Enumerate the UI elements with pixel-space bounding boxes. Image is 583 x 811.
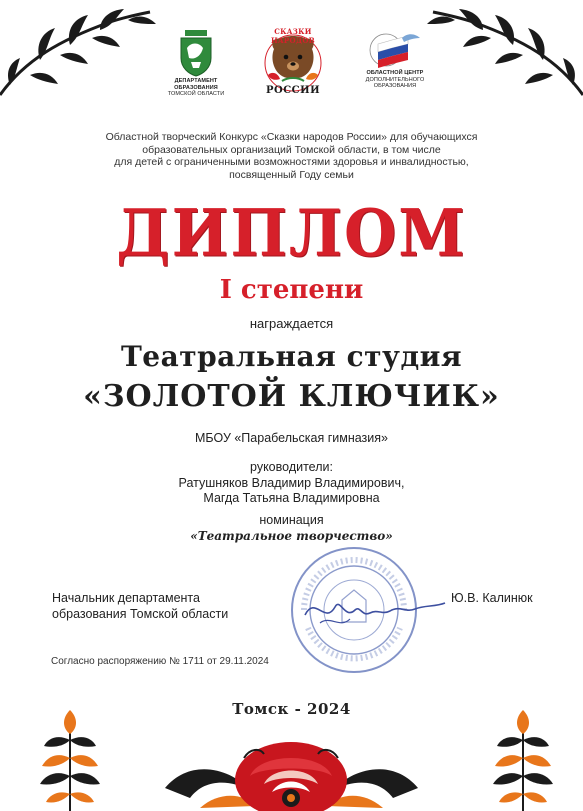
intro-line-4: посвященный Году семьи — [229, 168, 354, 181]
diploma-degree: I степени — [219, 275, 364, 305]
bottom-right-ornament — [483, 700, 563, 811]
department-caption-3: ТОМСКОЙ ОБЛАСТИ — [167, 91, 225, 97]
leaders-label: руководители: — [250, 460, 333, 474]
coat-of-arms-icon — [177, 28, 215, 78]
flag-center-icon — [368, 30, 422, 70]
signatory-position — [52, 591, 228, 622]
contest-logo — [252, 25, 334, 101]
contest-description — [0, 131, 583, 181]
signature-scribble — [300, 585, 450, 635]
center-caption-1: ОБЛАСТНОЙ ЦЕНТР — [366, 70, 424, 76]
leader-1: Ратушняков Владимир Владимирович, — [178, 475, 405, 490]
recipient-line-2: «ЗОЛОТОЙ КЛЮЧИК» — [83, 379, 500, 414]
department-caption-2: ОБРАЗОВАНИЯ — [174, 84, 218, 91]
nomination-name: «Театральное творчество» — [190, 529, 393, 543]
position-line-1: Начальник департамента — [52, 591, 200, 605]
nomination-label: номинация — [259, 513, 324, 527]
position-line-2: образования Томской области — [52, 606, 229, 621]
contest-bottom-text: РОССИИ — [265, 85, 321, 96]
bottom-center-flower-ornament — [160, 718, 423, 811]
center-caption-3: ОБРАЗОВАНИЯ — [373, 83, 417, 89]
recipient-line-1: Театральная студия — [120, 340, 463, 373]
intro-line-1: Областной творческий Конкурс «Сказки народов России» для обучающихся — [105, 131, 478, 143]
diploma-title: ДИПЛОМ — [116, 196, 467, 272]
top-left-ornament — [0, 0, 170, 110]
school-name: МБОУ «Парабельская гимназия» — [195, 431, 388, 445]
order-reference: Согласно распоряжению № 1711 от 29.11.2024 — [51, 656, 269, 667]
signatory-name: Ю.В. Калинюк — [451, 591, 533, 605]
center-logo — [360, 30, 430, 90]
awarded-label: награждается — [249, 316, 334, 331]
city-year: Томск - 2024 — [232, 700, 351, 718]
center-caption-2: ДОПОЛНИТЕЛЬНОГО — [365, 76, 425, 83]
leader-2: Магда Татьяна Владимировна — [203, 491, 380, 505]
department-logo — [166, 28, 226, 98]
department-caption-1: ДЕПАРТАМЕНТ — [174, 78, 218, 84]
bottom-left-ornament — [30, 700, 110, 811]
leaders-block — [0, 460, 583, 507]
intro-line-2: образовательных организаций Томской области, в том числе — [142, 143, 441, 156]
top-right-ornament — [413, 0, 583, 110]
intro-line-3: для детей с ограниченными возможностями здоровья и инвалидностью, — [114, 156, 469, 168]
contest-top-text: СКАЗКИ НАРОДОВ — [270, 27, 315, 45]
